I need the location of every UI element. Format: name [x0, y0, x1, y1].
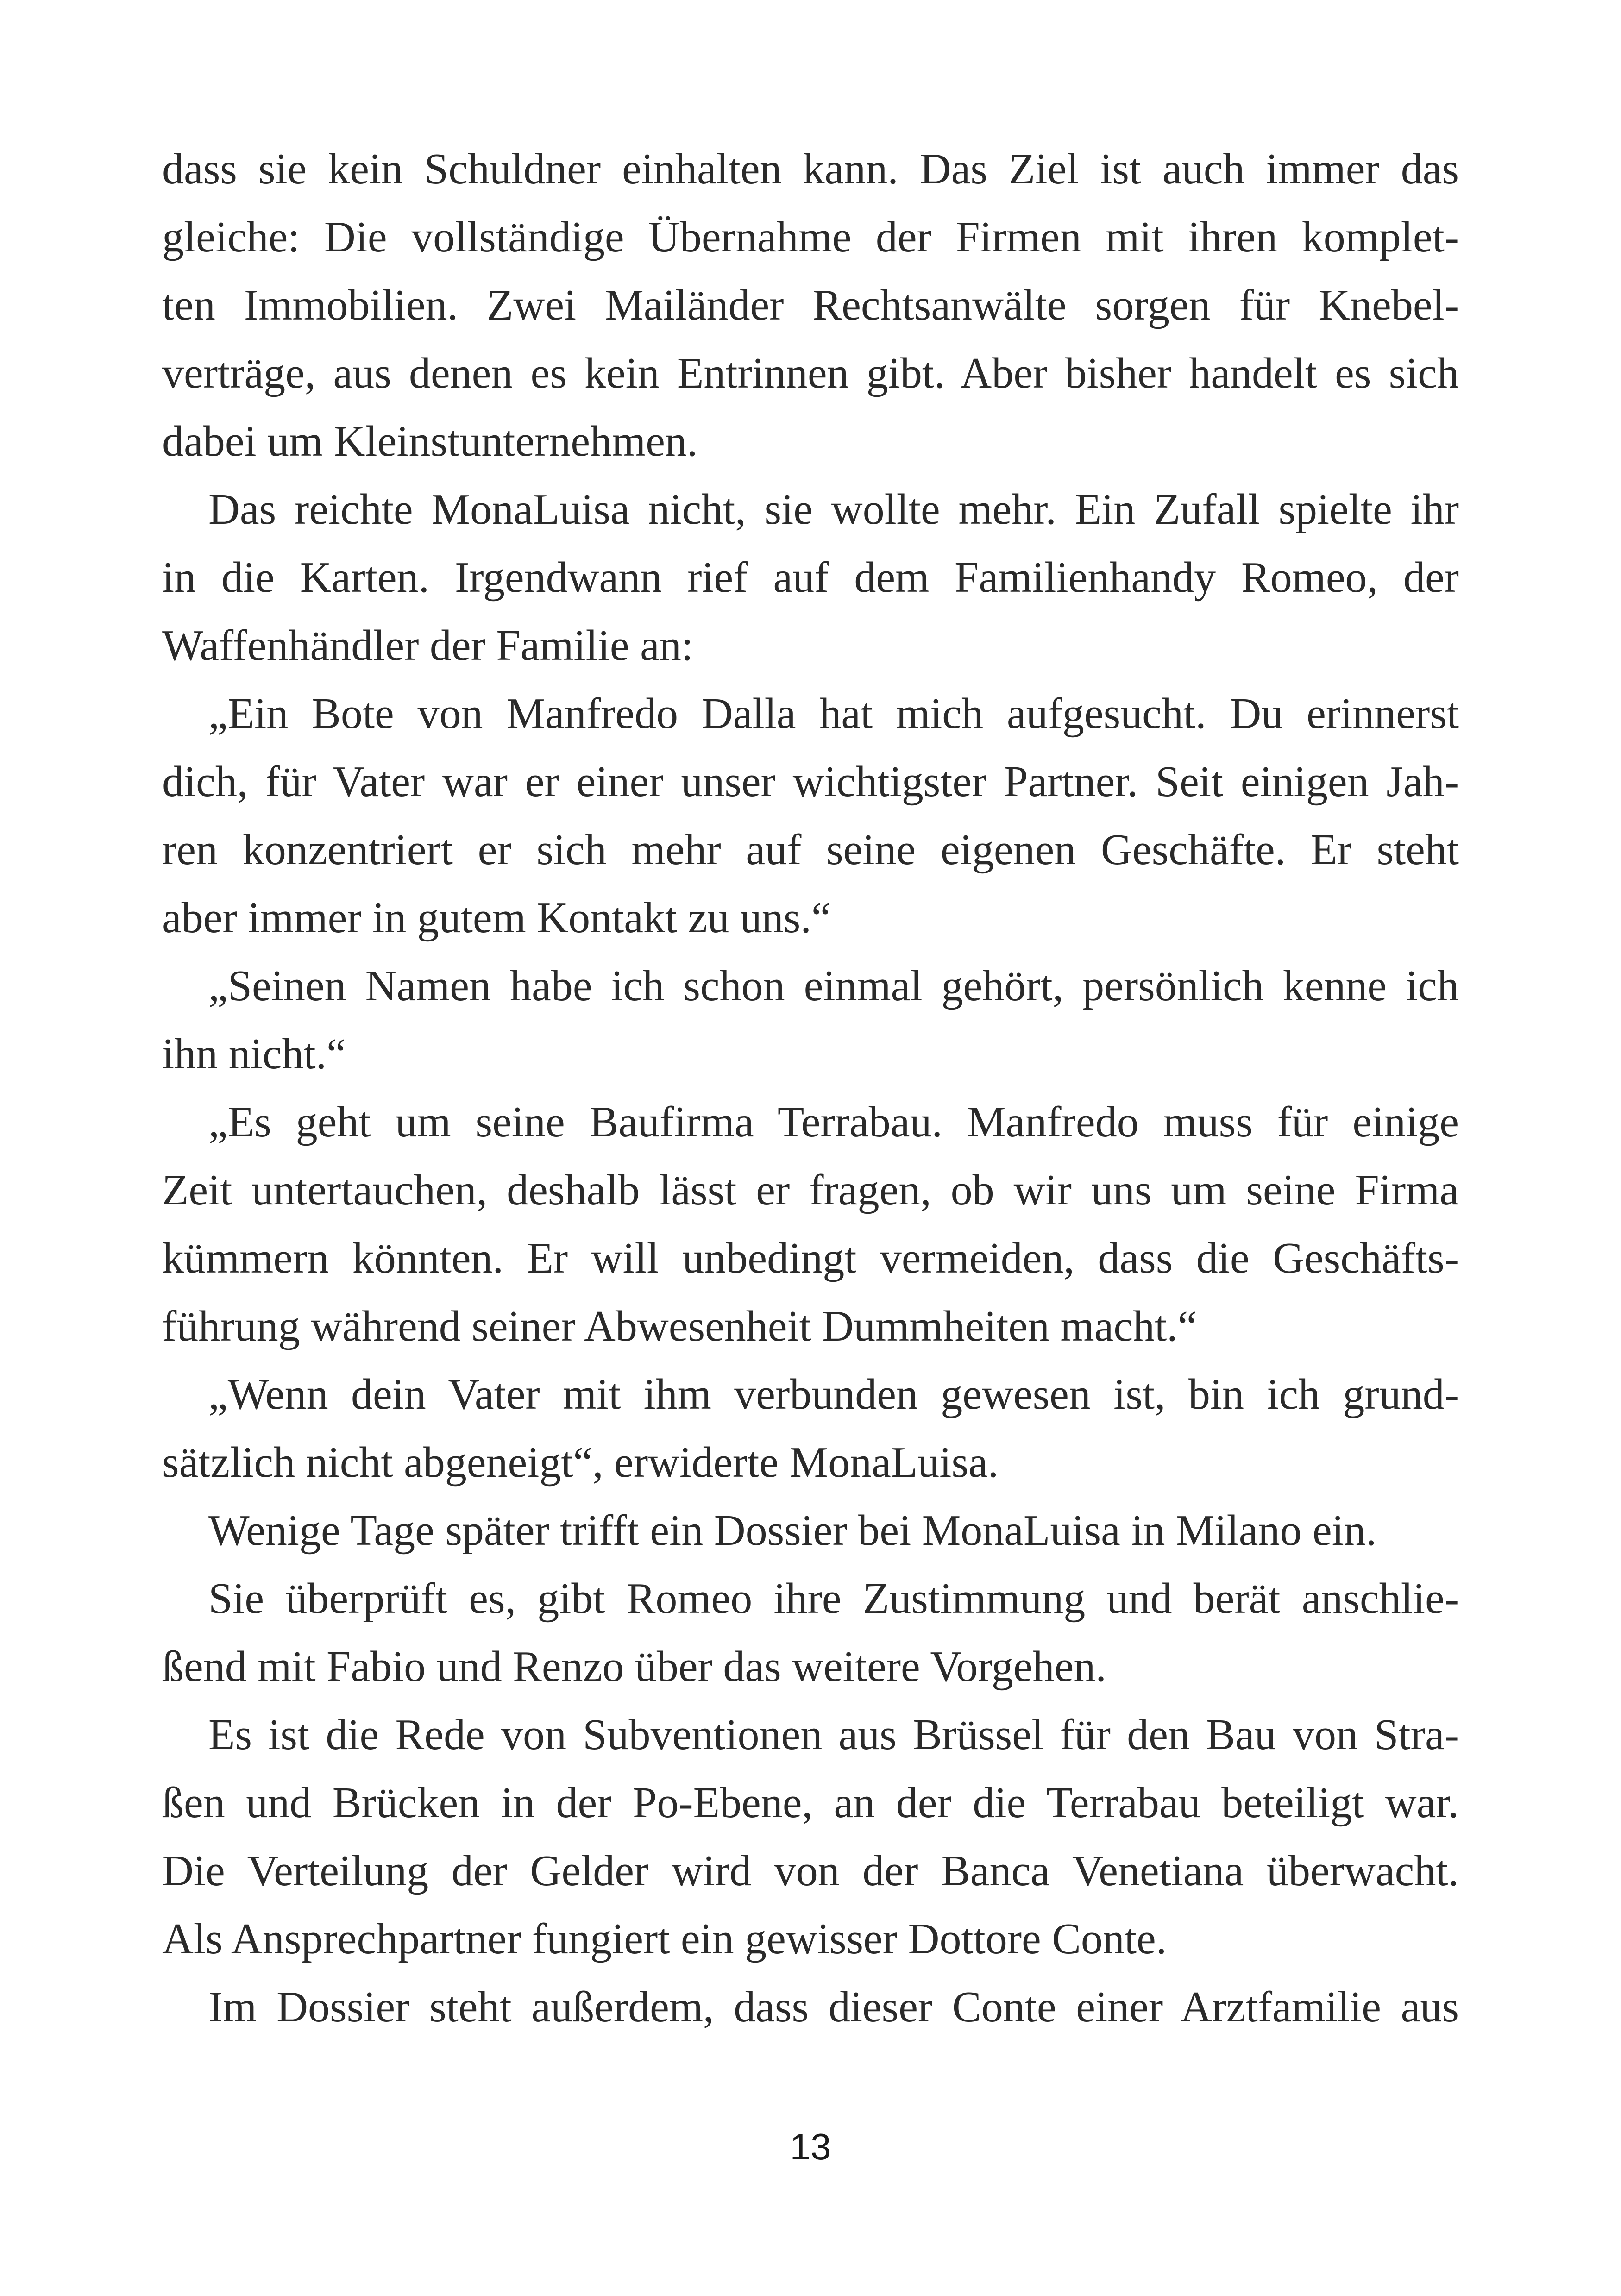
- text-line: aber immer in gutem Kontakt zu uns.“: [162, 894, 831, 942]
- text-line: „Wenn dein Vater mit ihm verbunden gewesen ist, bin ich grund-: [208, 1370, 1459, 1418]
- text-line: führung während seiner Abwesenheit Dummheiten macht.“: [162, 1302, 1197, 1350]
- text-line: dabei um Kleinstunternehmen.: [162, 417, 698, 465]
- text-line: kümmern könnten. Er will unbedingt vermeiden, dass die Geschäfts-: [162, 1234, 1459, 1282]
- text-line: „Seinen Namen habe ich schon einmal gehört, persönlich kenne ich: [208, 962, 1459, 1010]
- text-line: Sie überprüft es, gibt Romeo ihre Zustimmung und berät anschlie-: [208, 1575, 1459, 1623]
- text-line: in die Karten. Irgendwann rief auf dem Familienhandy Romeo, der: [162, 553, 1459, 602]
- text-line: dich, für Vater war er einer unser wichtigster Partner. Seit einigen Jah-: [162, 758, 1459, 806]
- text-line: dass sie kein Schuldner einhalten kann. Das Ziel ist auch immer das: [162, 145, 1459, 193]
- text-line: „Ein Bote von Manfredo Dalla hat mich aufgesucht. Du erinnerst: [208, 690, 1459, 738]
- text-line: Als Ansprechpartner fungiert ein gewisser Dottore Conte.: [162, 1915, 1167, 1963]
- text-line: Die Verteilung der Gelder wird von der Banca Venetiana überwacht.: [162, 1847, 1459, 1895]
- text-line: verträge, aus denen es kein Entrinnen gibt. Aber bisher handelt es sich: [162, 349, 1459, 397]
- page-number: 13: [790, 2126, 831, 2167]
- text-line: ihn nicht.“: [162, 1030, 346, 1078]
- text-line: Waffenhändler der Familie an:: [162, 621, 693, 670]
- text-line: Zeit untertauchen, deshalb lässt er fragen, ob wir uns um seine Firma: [162, 1166, 1459, 1214]
- text-line: „Es geht um seine Baufirma Terrabau. Manfredo muss für einige: [208, 1098, 1459, 1146]
- text-line: ten Immobilien. Zwei Mailänder Rechtsanwälte sorgen für Knebel-: [162, 281, 1459, 329]
- text-line: ßen und Brücken in der Po-Ebene, an der die Terrabau beteiligt war.: [162, 1779, 1459, 1827]
- text-line: ßend mit Fabio und Renzo über das weitere Vorgehen.: [162, 1643, 1106, 1691]
- text-line: Das reichte MonaLuisa nicht, sie wollte mehr. Ein Zufall spielte ihr: [208, 485, 1459, 533]
- text-line: sätzlich nicht abgeneigt“, erwiderte MonaLuisa.: [162, 1438, 999, 1487]
- text-line: Im Dossier steht außerdem, dass dieser Conte einer Arztfamilie aus: [208, 1983, 1459, 2031]
- text-line: Wenige Tage später trifft ein Dossier bei MonaLuisa in Milano ein.: [208, 1506, 1377, 1555]
- text-line: Es ist die Rede von Subventionen aus Brüssel für den Bau von Stra-: [208, 1711, 1459, 1759]
- text-line: gleiche: Die vollständige Übernahme der Firmen mit ihren komplet-: [162, 213, 1459, 261]
- body-text: [162, 135, 1459, 2041]
- text-line: ren konzentriert er sich mehr auf seine eigenen Geschäfte. Er steht: [162, 826, 1459, 874]
